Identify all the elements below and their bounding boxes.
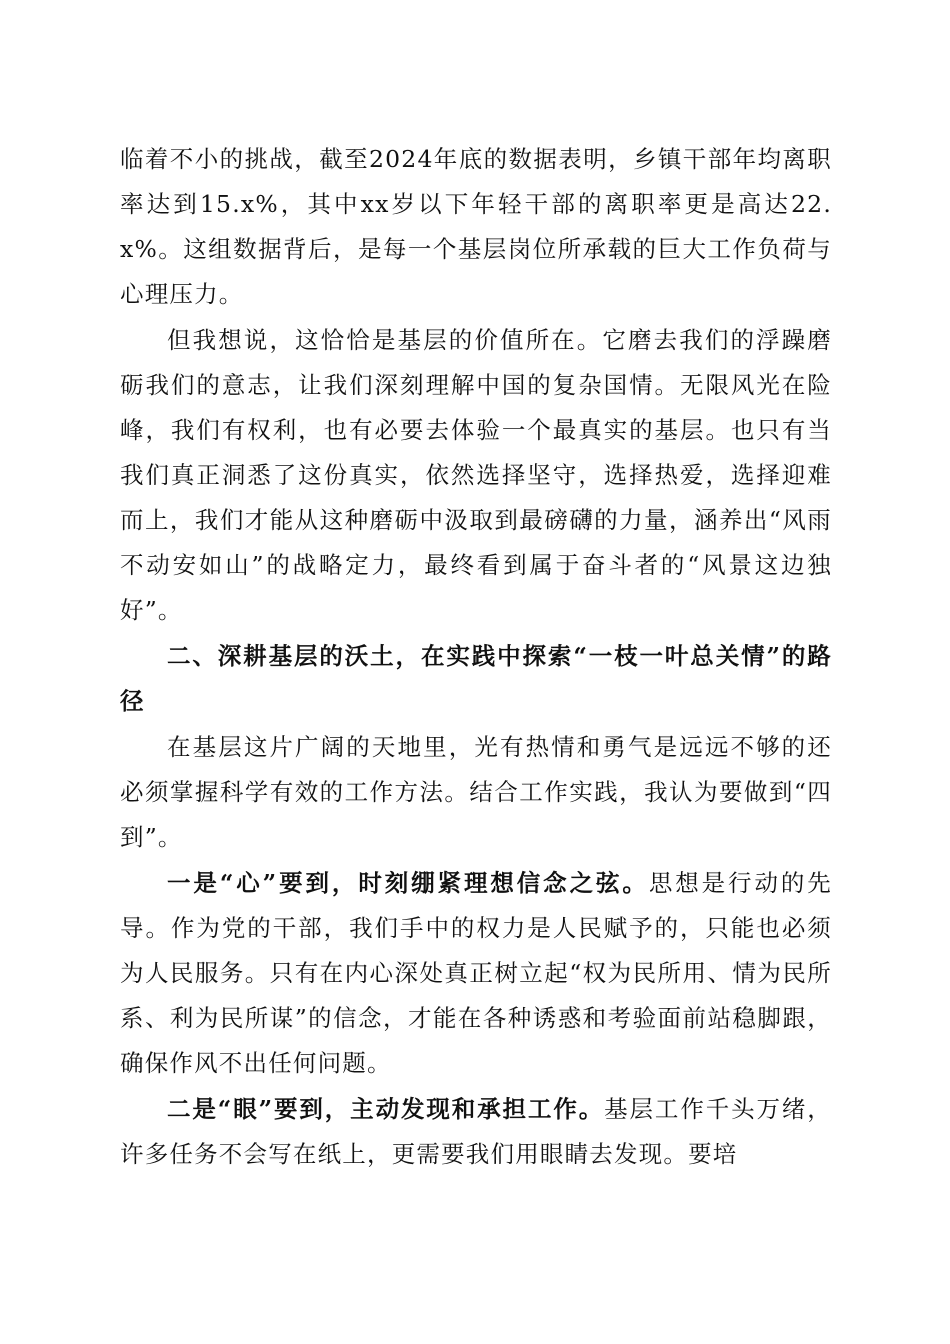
- paragraph-5-lead: 二是“眼”要到，主动发现和承担工作。: [167, 1095, 605, 1123]
- paragraph-4: [120, 861, 832, 1086]
- paragraph-5-text: 基层工作千头万绪，许多任务不会写在纸上，更需要我们用眼睛去发现。要培: [120, 1095, 832, 1168]
- document-body: [120, 137, 832, 1177]
- paragraph-1: 临着不小的挑战，截至2024年底的数据表明，乡镇干部年均离职率达到15.x%，其中xx岁以下年轻干部的离职率更是高达22.x%。这组数据背后，是每一个基层岗位所承载的巨大工作负荷与心理压力。: [120, 145, 832, 308]
- paragraph-5: [120, 1087, 832, 1177]
- paragraph-2: 但我想说，这恰恰是基层的价值所在。它磨去我们的浮躁磨砺我们的意志，让我们深刻理解中国的复杂国情。无限风光在险峰，我们有权利，也有必要去体验一个最真实的基层。也只有当我们真正洞悉了这份真实，依然选择坚守，选择热爱，选择迎难而上，我们才能从这种磨砺中汲取到最磅礴的力量，涵养出“风雨不动安如山”的战略定力，最终看到属于奋斗者的“风景这边独好”。: [120, 326, 832, 624]
- paragraph-4-text: 思想是行动的先导。作为党的干部，我们手中的权力是人民赋予的，只能也必须为人民服务。只有在内心深处真正树立起“权为民所用、情为民所系、利为民所谋”的信念，才能在各种诱惑和考验面前站稳脚跟，确保作风不出任何问题。: [120, 869, 832, 1077]
- paragraph-4-lead: 一是“心”要到，时刻绷紧理想信念之弦。: [167, 869, 649, 897]
- paragraph-3: 在基层这片广阔的天地里，光有热情和勇气是远远不够的还必须掌握科学有效的工作方法。结合工作实践，我认为要做到“四到”。: [120, 733, 832, 851]
- section-heading: 二、深耕基层的沃土，在实践中探索“一枝一叶总关情”的路径: [120, 642, 832, 715]
